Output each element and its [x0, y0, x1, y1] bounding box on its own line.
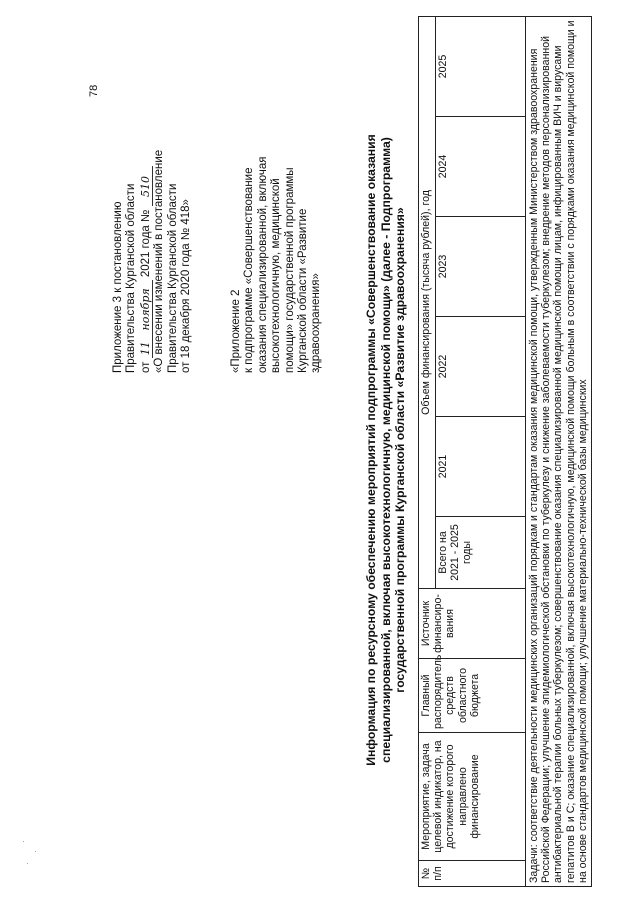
date-year: 2021 года №	[139, 209, 152, 278]
tasks-text: Задачи: соответствие деятельности медицинских организаций порядкам и стандартам оказания медицинской помощи, утвержденным Министерством здравоохранения Российской Федерации; улучшение эпидемиологической обстановки по туберкулезу и снижение заболеваемости туберкулезом; внедрение методов персонализированной антибактериальной терапии больных туберкулезом; совершенствование оказания специализированной медицинской помощи лицам, инфицированным ВИЧ и вирусами гепатитов В и С; оказание специализированной, включая высокотехнологичную, медицинской помощи больным в соответствии с порядками оказания медицинской помощи и на основе стандартов медицинской помощи; улучшение материально-технической базы медицинских	[526, 16, 592, 886]
page-number: 78	[88, 84, 100, 97]
date-month: ноября	[139, 280, 153, 338]
appendix-line: помощи» государственной программы	[283, 167, 296, 373]
header-year: 2021	[436, 417, 526, 517]
header-total: Всего на 2021 - 2025 годы	[436, 517, 526, 589]
header-event: Мероприятие, задача целевой индикатор, на достижение которого направлено финансирование	[419, 733, 526, 861]
appendix-line: здравоохранения»	[310, 273, 323, 373]
table-row	[526, 16, 592, 886]
appendix-line: к подпрограмме «Совершенствование	[243, 167, 256, 373]
attachment-line: от 18 декабря 2020 года № 418»	[180, 199, 193, 373]
scan-dot: ·	[18, 840, 28, 843]
appendix-line: оказания специализированной, включая	[256, 156, 269, 373]
attachment-block	[112, 13, 193, 373]
title-line: Информация по ресурсному обеспечению мероприятий подпрограммы «Совершенствование оказания	[364, 134, 378, 766]
attachment-line: «О внесении изменений в постановление	[153, 149, 166, 373]
header-number: № п/п	[419, 861, 526, 887]
attachment-line: Правительства Курганской области	[166, 183, 179, 373]
header-manager: Главный распорядитель средств областного бюджета	[419, 659, 526, 733]
appendix-line: «Приложение 2	[230, 289, 242, 373]
header-year: 2024	[436, 117, 526, 217]
header-volume: Объем финансирования (тысяча рублей), год	[419, 16, 436, 588]
document-title	[364, 35, 408, 865]
appendix-line: высокотехнологичную, медицинской	[270, 178, 283, 373]
date-number: 510	[139, 166, 153, 206]
date-prefix: от	[139, 361, 152, 373]
header-year: 2022	[436, 317, 526, 417]
attachment-date-line	[139, 13, 153, 373]
header-year: 2025	[436, 16, 526, 116]
date-day: 11	[139, 338, 153, 358]
attachment-line: Приложение 3 к постановлению	[112, 201, 124, 373]
header-source: Источник финансиро-вания	[419, 589, 526, 659]
scan-dot: ·	[30, 850, 40, 853]
table-header-row	[419, 16, 436, 886]
funding-table	[418, 16, 592, 887]
title-line: государственной программы Курганской области «Развитие здравоохранения»	[393, 207, 408, 693]
appendix-block	[230, 13, 324, 373]
appendix-line: Курганской области «Развитие	[297, 208, 310, 373]
scan-dot: ·	[22, 862, 32, 865]
header-year: 2023	[436, 217, 526, 317]
attachment-line: Правительства Курганской области	[125, 183, 138, 373]
title-line: специализированной, включая высокотехнологичную, медицинской помощи» (далее - Подпрограмма)	[378, 137, 393, 763]
